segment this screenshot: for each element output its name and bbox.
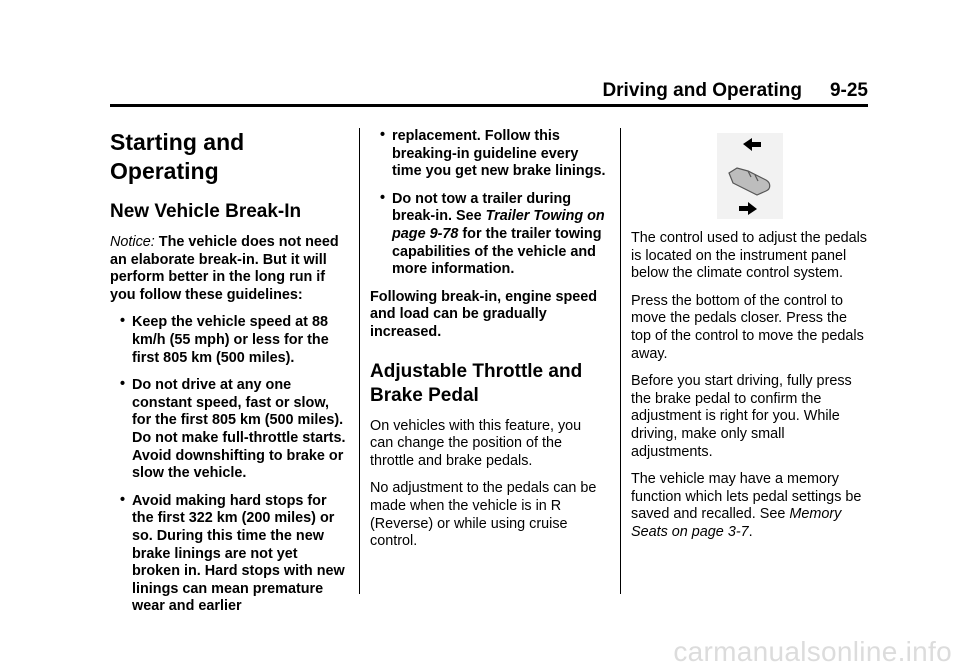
page-title: Starting and Operating bbox=[110, 129, 245, 184]
section-title: Driving and Operating bbox=[602, 80, 802, 101]
notice-paragraph bbox=[110, 234, 348, 304]
column-3 bbox=[631, 128, 869, 552]
column-1 bbox=[110, 128, 348, 616]
list-item: • Do not drive at any one constant speed, fast or slow, for the first 805 km (500 miles). Do not make full-throttle starts. Avoid downshifting to brake or slow the vehicle. bbox=[110, 377, 348, 483]
break-in-heading: New Vehicle Break-In bbox=[110, 201, 302, 222]
trailer-towing-link[interactable]: Trailer Towing on page 9-78 bbox=[392, 208, 605, 242]
notice-label: Notice: bbox=[110, 234, 155, 250]
page-header bbox=[602, 80, 868, 102]
arrow-right-icon bbox=[739, 202, 757, 215]
pedal-paragraph-2: No adjustment to the pedals can be made when the vehicle is in R (Reverse) or while using cruise control. bbox=[370, 480, 597, 550]
list-item-continued: • replacement. Follow this breaking-in guideline every time you get new brake linings. bbox=[370, 128, 606, 181]
column-2 bbox=[370, 128, 606, 561]
list-item: • Do not tow a trailer during break-in. See Trailer Towing on page 9-78 for the trailer towing capabilities of the vehicle and more information. bbox=[370, 191, 606, 279]
pedal-adjust-graphic bbox=[717, 133, 783, 219]
memory-seats-link[interactable]: Memory Seats on page 3-7 bbox=[631, 506, 842, 540]
break-in-list-continued bbox=[370, 128, 606, 279]
watermark: carmanualsonline.info bbox=[673, 636, 952, 667]
notice-text: The vehicle does not need an elaborate break-in. But it will perform better in the long run if you follow these guidelines: bbox=[110, 234, 339, 303]
page-number: 9-25 bbox=[829, 80, 868, 101]
header-rule bbox=[110, 104, 868, 107]
control-location-text: The control used to adjust the pedals is located on the instrument panel below the climate control system. bbox=[631, 230, 867, 282]
control-usage-text: Press the bottom of the control to move the pedals closer. Press the top of the control to move the pedals away. bbox=[631, 292, 864, 362]
column-divider-2 bbox=[620, 128, 621, 594]
foot-pedal-icon bbox=[729, 168, 770, 195]
column-divider-1 bbox=[359, 128, 360, 594]
adjustable-pedal-heading: Adjustable Throttle and Brake Pedal bbox=[370, 360, 583, 406]
pedal-paragraph-1: On vehicles with this feature, you can change the position of the throttle and brake pedals. bbox=[370, 417, 582, 469]
driving-advice-text: Before you start driving, fully press the brake pedal to confirm the adjustment is right for you. While driving, make only small adjustments. bbox=[631, 373, 852, 460]
following-break-in-text: Following break-in, engine speed and load can be gradually increased. bbox=[370, 288, 598, 340]
list-item: • Keep the vehicle speed at 88 km/h (55 mph) or less for the first 805 km (500 miles). bbox=[110, 314, 348, 367]
list-item: • Avoid making hard stops for the first 322 km (200 miles) or so. During this time the new brake linings are not yet broken in. Hard stops with new linings can mean premature wear and earlier bbox=[110, 493, 348, 616]
arrow-left-icon bbox=[743, 138, 761, 151]
pedal-adjust-icon bbox=[717, 133, 783, 219]
memory-function-text: The vehicle may have a memory function which lets pedal settings be saved and recalled. See Memory Seats on page 3-7. bbox=[631, 471, 862, 540]
break-in-list bbox=[110, 314, 348, 616]
